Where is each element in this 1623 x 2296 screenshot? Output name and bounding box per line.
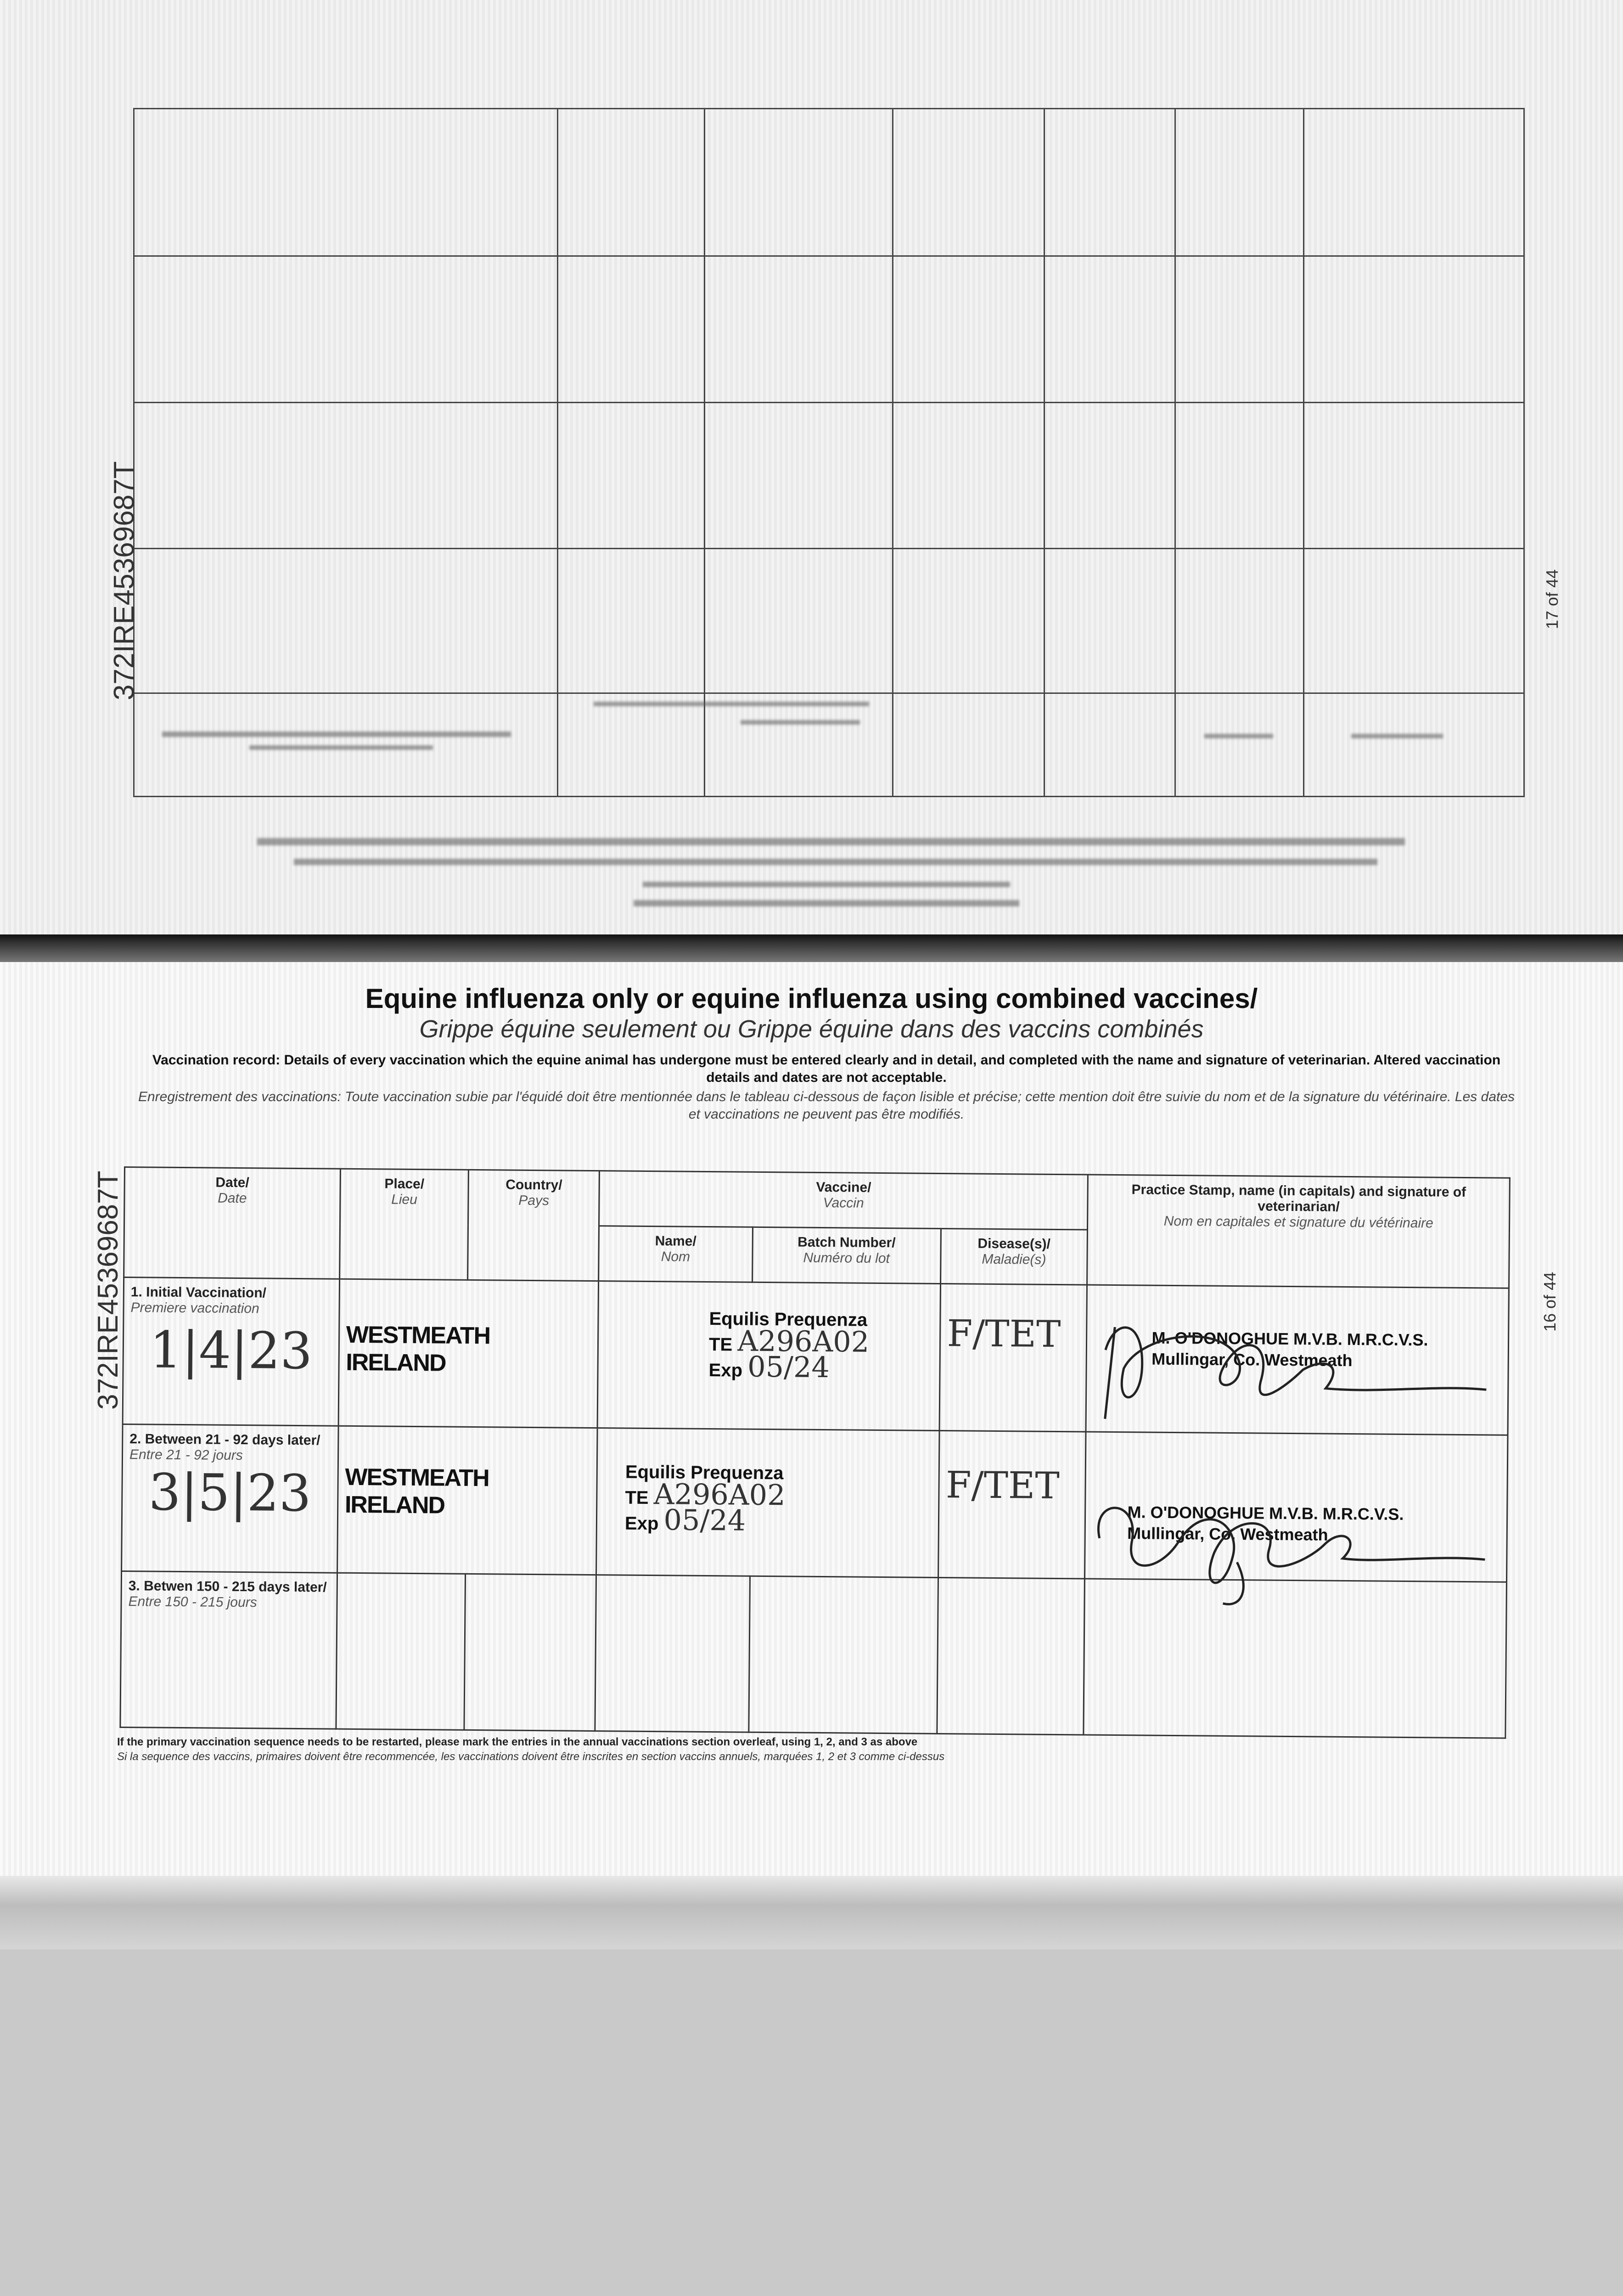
row-3-country-cell: [464, 1574, 596, 1731]
vaccine-name-stamp: Equilis Prequenza: [625, 1462, 784, 1484]
place-stamp-line-1: WESTMEATH: [345, 1463, 489, 1492]
table-row: [123, 1277, 1509, 1435]
header-vaccine-name: Name/ Nom: [599, 1226, 753, 1283]
row-3-date-cell: 3. Betwen 150 - 215 days later/ Entre 150 - 215 jours: [120, 1571, 337, 1729]
place-stamp-line-1: WESTMEATH: [346, 1321, 490, 1350]
handwritten-date: 3|5|23: [148, 1463, 312, 1523]
header-batch-number: Batch Number/ Numéro du lot: [752, 1227, 941, 1283]
instructions-french: Enregistrement des vaccinations: Toute vaccination subie par l'équidé doit être mentionnée dans le tableau ci-dessous de façon lisible et précise; cette mention doit être suivie du nom et de la signature du vétérinaire. Les dates et vaccinations ne peuvent pas être modifiés.: [138, 1089, 1515, 1122]
expiry-handwritten: 05/24: [663, 1503, 746, 1537]
row-3-disease-cell: [937, 1577, 1085, 1735]
row-1-vaccine-cell: Equilis Prequenza TE A296A02 Exp 05/24: [597, 1281, 940, 1431]
expiry-handwritten: 05/24: [747, 1350, 830, 1384]
row-2-date-cell: 2. Between 21 - 92 days later/ Entre 21 - 92 jours 3|5|23: [122, 1424, 338, 1573]
binding-gutter: [0, 934, 1623, 962]
place-stamp-line-2: IRELAND: [344, 1491, 445, 1519]
vet-signature-2: [1085, 1469, 1490, 1610]
instructions-english: Vaccination record: Details of every vaccination which the equine animal has undergone must be entered clearly and in detail, and completed with the name and signature of veterinarian. Altered vaccination details and dates are not acceptable.: [152, 1052, 1501, 1085]
top-empty-grid: [133, 108, 1525, 797]
header-country: Country/ Pays: [468, 1170, 600, 1281]
row-1-place-cell: [338, 1279, 599, 1428]
vaccination-table: [119, 1166, 1511, 1739]
row-2-disease-handwritten: F/TET: [938, 1430, 1086, 1579]
page-number-top: 17 of 44: [1543, 569, 1561, 629]
vet-signature-1: [1087, 1313, 1492, 1435]
top-page: [0, 0, 1623, 934]
row-2-vaccine-cell: Equilis Prequenza TE A296A02 Exp 05/24: [596, 1428, 939, 1578]
page-number-bottom: 16 of 44: [1540, 1272, 1559, 1332]
horse-id-code-top: 372IRE45369687T: [108, 461, 140, 700]
row-2-vet-stamp: M. O'DONOGHUE M.V.B. M.R.C.V.S. Mullingar, Co. Westmeath: [1085, 1432, 1508, 1582]
footnote-english: If the primary vaccination sequence needs to be restarted, please mark the entries in the annual vaccinations section overleaf, using 1, 2, and 3 as above: [117, 1736, 918, 1748]
section-title: Equine influenza only or equine influenza using combined vaccines/: [365, 983, 1258, 1014]
row-1-disease-handwritten: F/TET: [939, 1283, 1087, 1432]
batch-number-handwritten: A296A02: [737, 1324, 870, 1359]
row-3-place-cell: [336, 1573, 466, 1730]
row-2-place-cell: [337, 1426, 597, 1575]
vaccine-name-stamp: Equilis Prequenza: [709, 1309, 868, 1330]
header-diseases: Disease(s)/ Maladie(s): [940, 1228, 1088, 1285]
row-3-batch-cell: [749, 1576, 938, 1733]
section-subtitle: Grippe équine seulement ou Grippe équine dans des vaccins combinés: [419, 1015, 1204, 1043]
header-practice-stamp: Practice Stamp, name (in capitals) and signature of veterinarian/ Nom en capitales et signature du vétérinaire: [1087, 1175, 1510, 1288]
header-place: Place/ Lieu: [339, 1169, 469, 1280]
row-1-date-cell: 1. Initial Vaccination/ Premiere vaccination 1|4|23: [123, 1277, 339, 1426]
blurred-heading: [257, 838, 1405, 845]
place-stamp-line-2: IRELAND: [346, 1349, 446, 1377]
batch-number-handwritten: A296A02: [653, 1477, 786, 1512]
page-edge: [0, 1876, 1623, 1949]
row-3-name-cell: [595, 1575, 750, 1733]
header-date: Date/ Date: [124, 1167, 341, 1279]
row-1-vet-stamp: M. O'DONOGHUE M.V.B. M.R.C.V.S. Mullingar, Co. Westmeath: [1086, 1285, 1509, 1435]
table-row: [122, 1424, 1508, 1582]
header-vaccine: Vaccine/ Vaccin: [599, 1171, 1088, 1230]
footnote-french: Si la sequence des vaccins, primaires doivent être recommencée, les vaccinations doivent être inscrites en section vaccins annuels, marquées 1, 2 et 3 comme ci-dessus: [117, 1750, 945, 1763]
handwritten-date: 1|4|23: [149, 1320, 313, 1381]
horse-id-code-bottom: 372IRE45369687T: [92, 1171, 124, 1410]
